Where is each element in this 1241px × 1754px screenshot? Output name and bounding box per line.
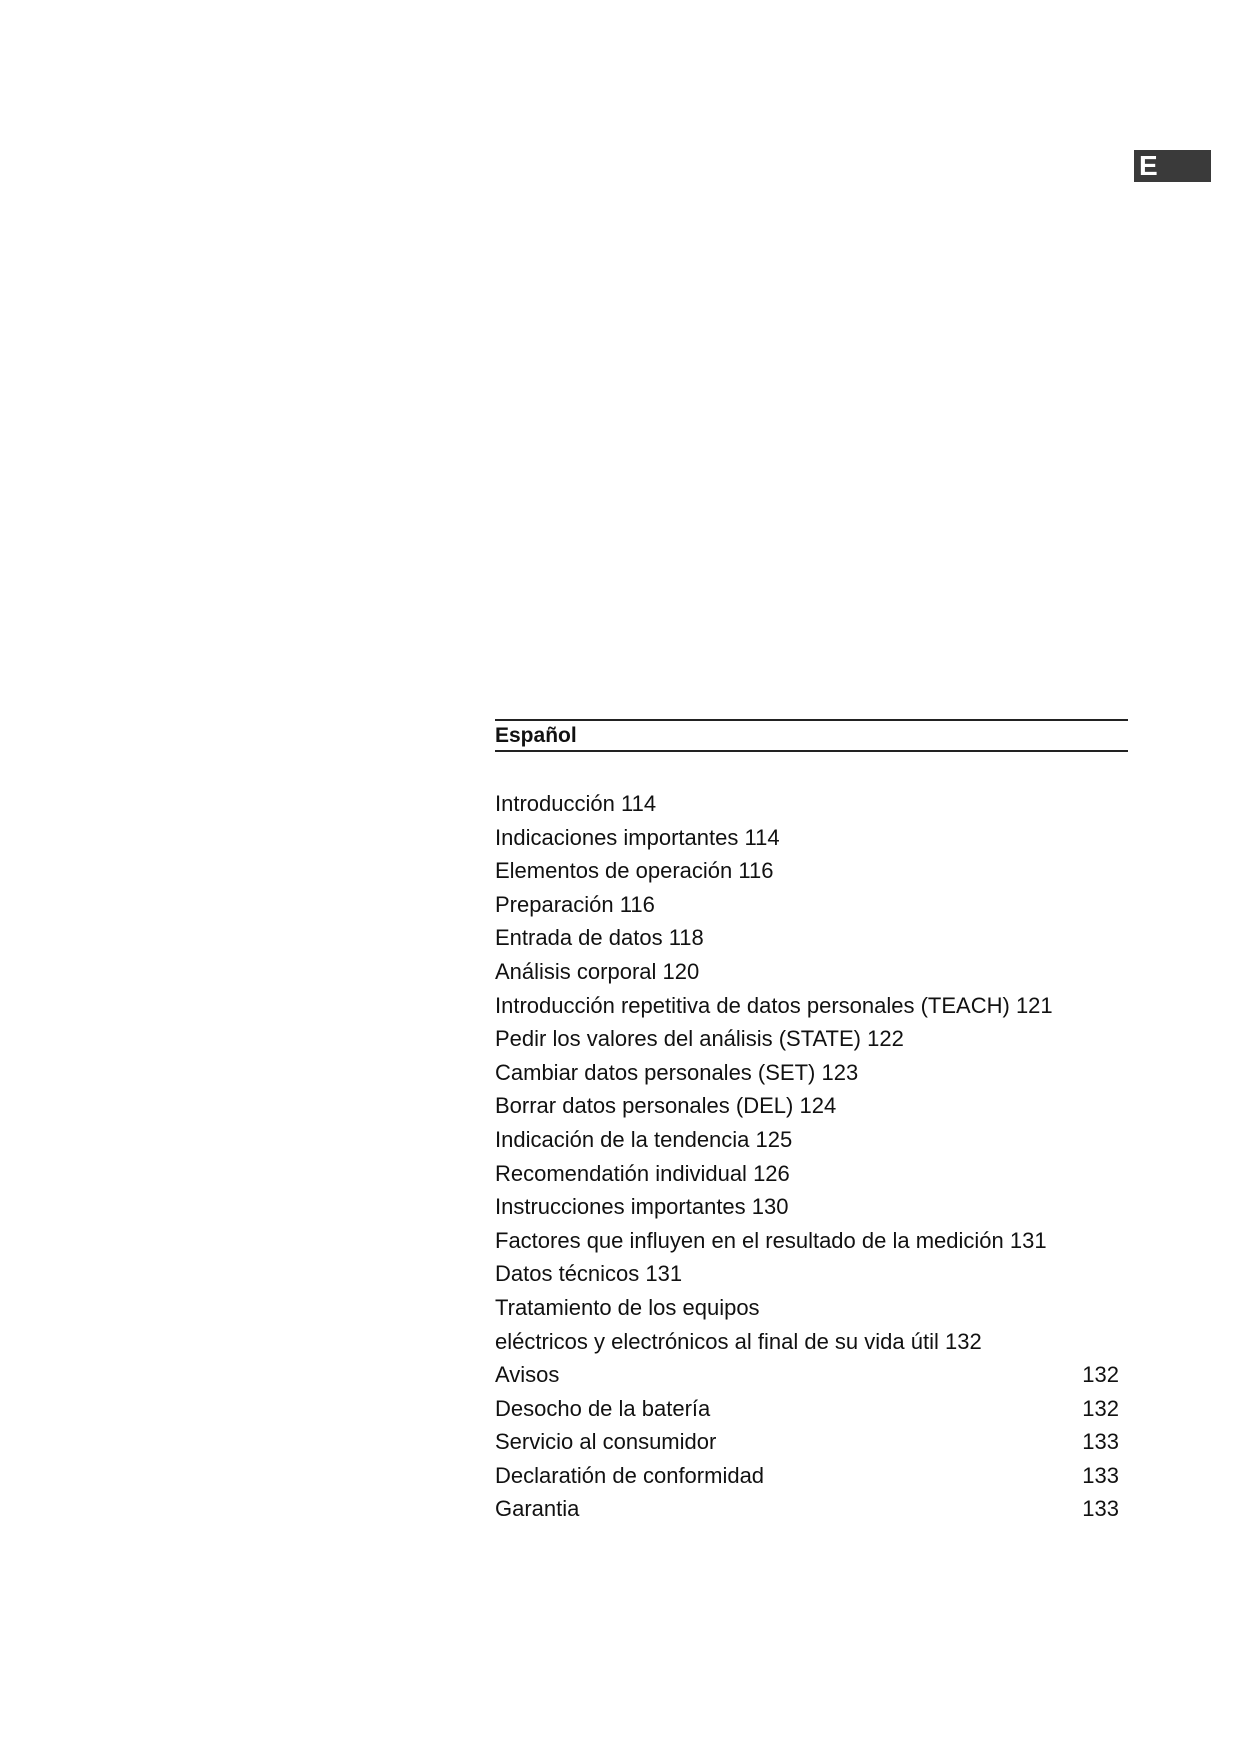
toc-entry-page: 132 [1082,1395,1119,1421]
toc-entry[interactable] [495,1190,1128,1224]
toc-heading: Español [495,719,1128,752]
toc-list [495,787,1128,1526]
toc-entry-page: 124 [799,1093,837,1119]
table-of-contents [495,719,1128,1526]
toc-entry-page: 121 [1015,992,1053,1018]
toc-entry-page: 116 [738,858,774,884]
toc-entry-title: Entrada de datos [495,925,663,951]
toc-entry-page: 114 [620,791,657,816]
toc-entry-page: 122 [867,1026,904,1052]
toc-entry-title: Indicaciones importantes [495,824,739,850]
toc-entry[interactable] [495,1325,1128,1359]
toc-entry[interactable] [495,1392,1128,1426]
language-tab: E [1134,150,1211,182]
toc-entry[interactable] [495,1425,1128,1459]
toc-entry[interactable] [495,888,1128,922]
toc-entry-title: Cambiar datos personales (SET) [495,1059,816,1085]
toc-entry-page: 120 [662,958,700,984]
toc-entry-page: 114 [744,824,780,850]
toc-entry[interactable] [495,1123,1128,1157]
toc-entry-title: Borrar datos personales (DEL) [495,1093,794,1119]
toc-entry[interactable] [495,1022,1128,1056]
toc-entry[interactable] [495,955,1128,989]
toc-entry-title: Datos técnicos [495,1261,640,1287]
toc-entry-page: 118 [668,925,704,951]
toc-entry-title: Introducción repetitiva de datos personales (TEACH) [495,992,1010,1018]
toc-entry-page: 125 [755,1126,793,1152]
toc-entry[interactable] [495,1291,1128,1325]
toc-entry-page: 131 [645,1261,683,1287]
toc-entry-title: Avisos [495,1362,560,1388]
toc-entry-title: Desocho de la batería [495,1395,711,1421]
toc-entry-page: 126 [753,1160,790,1186]
toc-entry[interactable] [495,1492,1128,1526]
toc-entry-title: Análisis corporal [495,958,657,984]
toc-entry-title: Tratamiento de los equipos [495,1294,760,1320]
toc-entry[interactable] [495,1056,1128,1090]
toc-entry-title: Pedir los valores del análisis (STATE) [495,1026,861,1052]
toc-entry-title: Declaratión de conformidad [495,1462,765,1488]
toc-entry-page: 130 [751,1194,789,1220]
toc-entry[interactable] [495,1257,1128,1291]
toc-entry-page: 132 [945,1328,982,1354]
toc-entry-title: Instrucciones importantes [495,1194,746,1220]
toc-entry-page: 133 [1082,1496,1119,1522]
toc-entry[interactable] [495,1157,1128,1191]
toc-entry-title: Recomendatión individual [495,1160,754,1186]
toc-entry-title: Garantia [495,1496,580,1522]
toc-entry[interactable] [495,821,1128,855]
toc-entry-title: Servicio al consumidor [495,1429,717,1455]
toc-entry-page: 116 [619,891,655,917]
toc-entry-page: 133 [1082,1429,1119,1455]
toc-entry-page: 123 [821,1059,859,1085]
toc-entry-title: Introducción [495,791,615,816]
toc-entry-title: Elementos de operación [495,858,733,884]
toc-entry[interactable] [495,1358,1128,1392]
toc-entry[interactable] [495,1089,1128,1123]
toc-entry[interactable] [495,1224,1128,1258]
toc-entry[interactable] [495,921,1128,955]
toc-entry[interactable] [495,1459,1128,1493]
toc-entry-title: Preparación [495,891,614,917]
toc-entry-title: Indicación de la tendencia [495,1126,750,1152]
toc-entry-title: Factores que influyen en el resultado de la medición [495,1227,1004,1253]
toc-entry[interactable] [495,854,1128,888]
toc-entry[interactable] [495,787,1128,821]
toc-entry[interactable] [495,989,1128,1023]
toc-entry-page: 133 [1082,1462,1119,1488]
toc-entry-page: 132 [1082,1362,1119,1388]
toc-entry-title: eléctricos y electrónicos al final de su vida útil [495,1328,939,1354]
toc-entry-page: 131 [1009,1227,1047,1253]
